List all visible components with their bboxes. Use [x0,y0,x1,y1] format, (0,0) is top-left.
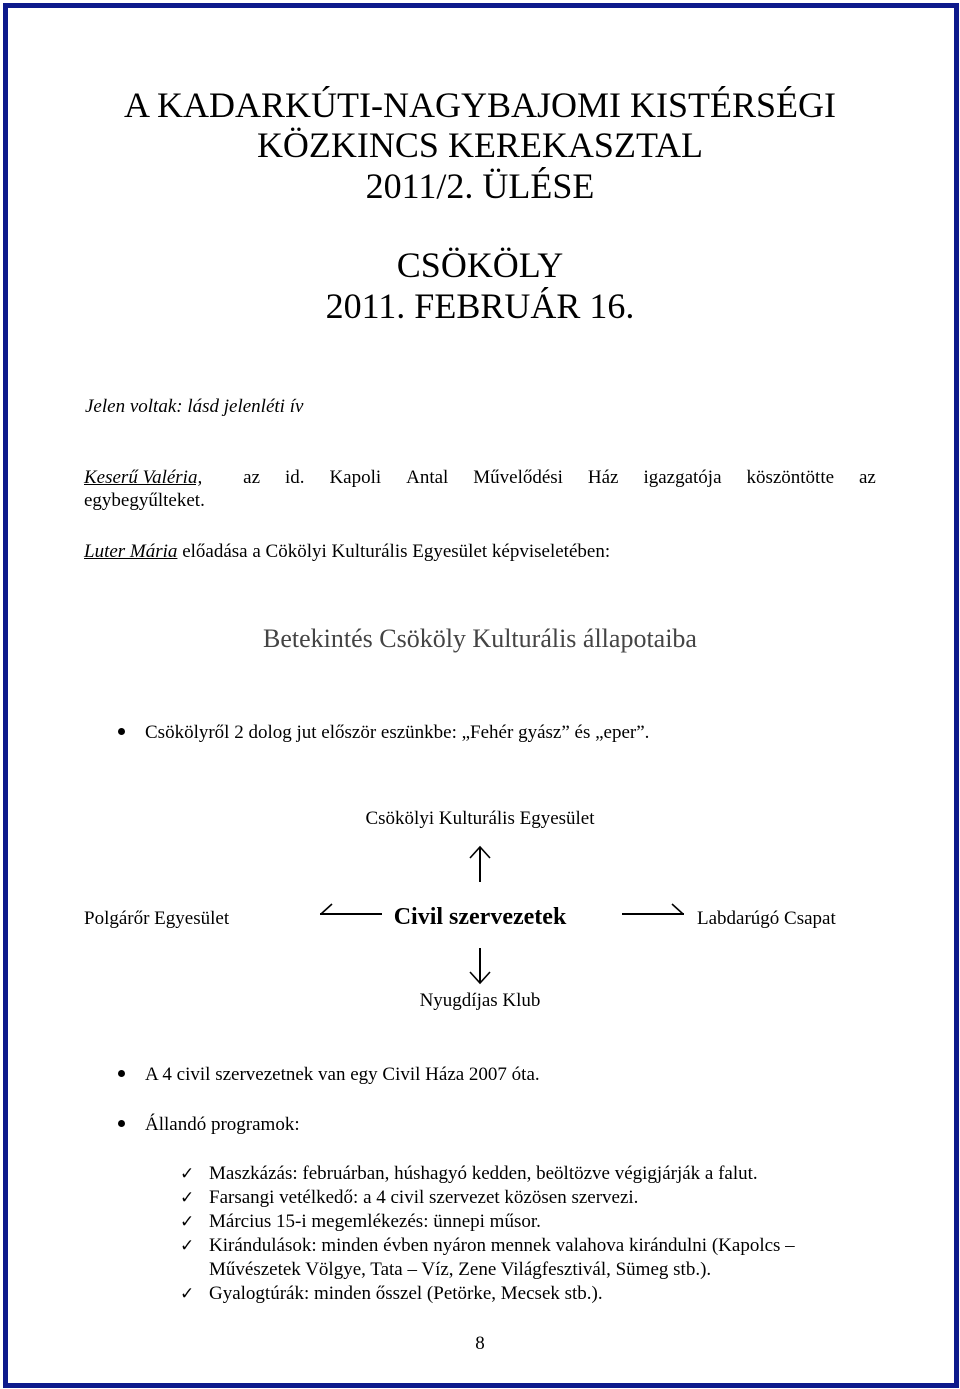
intro-word: Antal [406,467,449,488]
org-top: Csökölyi Kulturális Egyesület [365,808,595,829]
bullet-dot-icon [118,728,125,735]
program-text: Farsangi vetélkedő: a 4 civil szervezet közösen szervezi. [209,1187,639,1208]
program-item [180,1234,880,1282]
program-text: Gyalogtúrák: minden ősszel (Petörke, Mecsek stb.). [209,1283,603,1304]
bullet-text: A 4 civil szervezetnek van egy Civil Háza 2007 óta. [145,1064,540,1085]
program-text: Március 15-i megemlékezés: ünnepi műsor. [209,1211,541,1232]
org-left: Polgárőr Egyesület [84,908,230,929]
lecturer-name: Luter Mária [84,541,178,562]
lecture-line [84,541,610,563]
checkmark-icon: ✓ [180,1236,195,1256]
heading-line-3: 2011/2. ÜLÉSE [365,166,595,206]
intro-word: köszöntötte [746,467,835,488]
intro-word: Ház [587,467,619,488]
arrow-up-icon [468,844,492,884]
intro-word: id. [284,467,305,488]
bullet-text: Állandó programok: [145,1114,300,1135]
program-item [180,1162,880,1186]
program-item [180,1210,880,1234]
heading-place: CSÖKÖLY [396,245,564,285]
attendance-note: Jelen voltak: lásd jelenléti ív [85,396,304,417]
heading-line-2: KÖZKINCS KEREKASZTAL [256,125,704,165]
page-number: 8 [475,1333,485,1354]
lecture-text: előadása a Cökölyi Kulturális Egyesület képviseletében: [177,541,611,562]
intro-word: az [243,467,261,488]
program-text: Kirándulások: minden évben nyáron mennek valahova kirándulni (Kapolcs – Művészetek Völgye, Tata – Víz, Zene Világfesztivál, Sümeg stb.). [209,1235,795,1280]
org-bottom: Nyugdíjas Klub [419,990,541,1011]
heading-line-1: A KADARKÚTI-NAGYBAJOMI KISTÉRSÉGI [124,85,836,125]
bullet-item [118,722,649,744]
checkmark-icon: ✓ [180,1284,195,1304]
org-right: Labdarúgó Csapat [697,908,836,929]
bullet-item [118,1064,540,1086]
program-list [180,1162,880,1306]
bullet-dot-icon [118,1070,125,1077]
bullet-dot-icon [118,1120,125,1127]
org-center: Civil szervezetek [393,904,567,930]
arrow-down-icon [468,946,492,986]
intro-word: Művelődési [473,467,563,488]
program-item [180,1282,880,1306]
bullet-text: Csökölyről 2 dolog jut először eszünkbe: „Fehér gyász” és „eper”. [145,722,650,743]
section-subheading: Betekintés Csököly Kulturális állapotaiba [263,624,697,653]
arrow-right-icon [620,902,686,926]
checkmark-icon: ✓ [180,1164,195,1184]
intro-word: igazgatója [643,467,722,488]
intro-line-1 [84,466,876,489]
heading-date: 2011. FEBRUÁR 16. [325,286,635,326]
bullet-item [118,1114,300,1136]
checkmark-icon: ✓ [180,1188,195,1208]
program-text: Maszkázás: februárban, húshagyó kedden, beöltözve végigjárják a falut. [209,1163,758,1184]
intro-word: az [859,467,876,488]
intro-line-2: egybegyűlteket. [84,490,205,511]
speaker-name: Keserű Valéria, [84,467,203,488]
intro-word: Kapoli [329,467,382,488]
program-item [180,1186,880,1210]
intro-paragraph [84,466,876,512]
checkmark-icon: ✓ [180,1212,195,1232]
